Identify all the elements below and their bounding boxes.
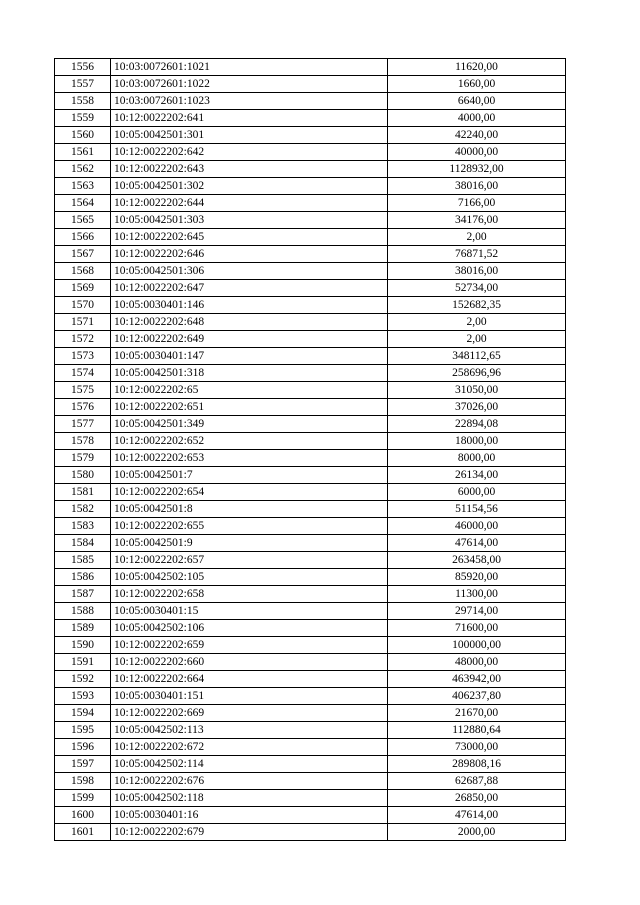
table-row <box>55 76 566 93</box>
cadastral-number-cell: 10:05:0042502:105 <box>111 569 388 586</box>
value-cell: 406237,80 <box>388 688 566 705</box>
table-row <box>55 365 566 382</box>
cadastral-number-cell: 10:12:0022202:643 <box>111 161 388 178</box>
cadastral-number-cell: 10:05:0042501:301 <box>111 127 388 144</box>
row-number-cell: 1589 <box>55 620 111 637</box>
value-cell: 1128932,00 <box>388 161 566 178</box>
value-cell: 100000,00 <box>388 637 566 654</box>
table-row <box>55 773 566 790</box>
row-number-cell: 1570 <box>55 297 111 314</box>
table-row <box>55 671 566 688</box>
table-row <box>55 263 566 280</box>
table-row <box>55 59 566 76</box>
value-cell: 22894,08 <box>388 416 566 433</box>
row-number-cell: 1590 <box>55 637 111 654</box>
cadastral-number-cell: 10:05:0042502:114 <box>111 756 388 773</box>
value-cell: 40000,00 <box>388 144 566 161</box>
row-number-cell: 1565 <box>55 212 111 229</box>
table-row <box>55 110 566 127</box>
row-number-cell: 1591 <box>55 654 111 671</box>
value-cell: 47614,00 <box>388 535 566 552</box>
value-cell: 37026,00 <box>388 399 566 416</box>
table-row <box>55 518 566 535</box>
cadastral-number-cell: 10:12:0022202:647 <box>111 280 388 297</box>
row-number-cell: 1595 <box>55 722 111 739</box>
data-table <box>54 58 566 841</box>
table-row <box>55 195 566 212</box>
cadastral-number-cell: 10:12:0022202:651 <box>111 399 388 416</box>
cadastral-number-cell: 10:12:0022202:657 <box>111 552 388 569</box>
cadastral-number-cell: 10:12:0022202:672 <box>111 739 388 756</box>
table-row <box>55 178 566 195</box>
row-number-cell: 1579 <box>55 450 111 467</box>
value-cell: 48000,00 <box>388 654 566 671</box>
table-row <box>55 161 566 178</box>
table-row <box>55 212 566 229</box>
value-cell: 34176,00 <box>388 212 566 229</box>
table-row <box>55 586 566 603</box>
row-number-cell: 1584 <box>55 535 111 552</box>
row-number-cell: 1592 <box>55 671 111 688</box>
table-row <box>55 144 566 161</box>
value-cell: 21670,00 <box>388 705 566 722</box>
row-number-cell: 1576 <box>55 399 111 416</box>
row-number-cell: 1582 <box>55 501 111 518</box>
value-cell: 85920,00 <box>388 569 566 586</box>
cadastral-number-cell: 10:05:0042502:118 <box>111 790 388 807</box>
row-number-cell: 1561 <box>55 144 111 161</box>
table-row <box>55 637 566 654</box>
table-row <box>55 705 566 722</box>
value-cell: 4000,00 <box>388 110 566 127</box>
table-row <box>55 620 566 637</box>
value-cell: 26850,00 <box>388 790 566 807</box>
cadastral-number-cell: 10:05:0030401:16 <box>111 807 388 824</box>
value-cell: 2,00 <box>388 229 566 246</box>
cadastral-number-cell: 10:05:0030401:146 <box>111 297 388 314</box>
row-number-cell: 1564 <box>55 195 111 212</box>
cadastral-number-cell: 10:12:0022202:642 <box>111 144 388 161</box>
value-cell: 42240,00 <box>388 127 566 144</box>
table-row <box>55 603 566 620</box>
cadastral-number-cell: 10:05:0042501:303 <box>111 212 388 229</box>
value-cell: 263458,00 <box>388 552 566 569</box>
value-cell: 71600,00 <box>388 620 566 637</box>
cadastral-number-cell: 10:12:0022202:645 <box>111 229 388 246</box>
cadastral-number-cell: 10:12:0022202:641 <box>111 110 388 127</box>
value-cell: 112880,64 <box>388 722 566 739</box>
row-number-cell: 1600 <box>55 807 111 824</box>
cadastral-number-cell: 10:12:0022202:652 <box>111 433 388 450</box>
value-cell: 258696,96 <box>388 365 566 382</box>
cadastral-number-cell: 10:05:0042501:7 <box>111 467 388 484</box>
row-number-cell: 1594 <box>55 705 111 722</box>
cadastral-number-cell: 10:12:0022202:658 <box>111 586 388 603</box>
row-number-cell: 1574 <box>55 365 111 382</box>
cadastral-number-cell: 10:12:0022202:679 <box>111 824 388 841</box>
table-row <box>55 93 566 110</box>
row-number-cell: 1588 <box>55 603 111 620</box>
cadastral-number-cell: 10:05:0042502:106 <box>111 620 388 637</box>
table-row <box>55 246 566 263</box>
row-number-cell: 1581 <box>55 484 111 501</box>
table-row <box>55 807 566 824</box>
table-row <box>55 348 566 365</box>
table-row <box>55 314 566 331</box>
row-number-cell: 1566 <box>55 229 111 246</box>
row-number-cell: 1583 <box>55 518 111 535</box>
table-row <box>55 756 566 773</box>
cadastral-number-cell: 10:03:0072601:1022 <box>111 76 388 93</box>
row-number-cell: 1578 <box>55 433 111 450</box>
row-number-cell: 1585 <box>55 552 111 569</box>
cadastral-number-cell: 10:12:0022202:669 <box>111 705 388 722</box>
table-body <box>55 59 566 841</box>
value-cell: 2,00 <box>388 314 566 331</box>
row-number-cell: 1575 <box>55 382 111 399</box>
row-number-cell: 1560 <box>55 127 111 144</box>
value-cell: 38016,00 <box>388 178 566 195</box>
cadastral-number-cell: 10:05:0042501:349 <box>111 416 388 433</box>
table-row <box>55 790 566 807</box>
cadastral-number-cell: 10:05:0042501:8 <box>111 501 388 518</box>
value-cell: 348112,65 <box>388 348 566 365</box>
row-number-cell: 1558 <box>55 93 111 110</box>
row-number-cell: 1586 <box>55 569 111 586</box>
value-cell: 51154,56 <box>388 501 566 518</box>
value-cell: 18000,00 <box>388 433 566 450</box>
cadastral-number-cell: 10:12:0022202:664 <box>111 671 388 688</box>
table-row <box>55 280 566 297</box>
table-row <box>55 824 566 841</box>
value-cell: 46000,00 <box>388 518 566 535</box>
row-number-cell: 1562 <box>55 161 111 178</box>
row-number-cell: 1567 <box>55 246 111 263</box>
value-cell: 289808,16 <box>388 756 566 773</box>
cadastral-number-cell: 10:12:0022202:646 <box>111 246 388 263</box>
table-row <box>55 484 566 501</box>
cadastral-number-cell: 10:12:0022202:659 <box>111 637 388 654</box>
row-number-cell: 1580 <box>55 467 111 484</box>
cadastral-number-cell: 10:05:0042501:306 <box>111 263 388 280</box>
value-cell: 463942,00 <box>388 671 566 688</box>
row-number-cell: 1587 <box>55 586 111 603</box>
table-row <box>55 416 566 433</box>
value-cell: 26134,00 <box>388 467 566 484</box>
value-cell: 11300,00 <box>388 586 566 603</box>
table-row <box>55 535 566 552</box>
value-cell: 62687,88 <box>388 773 566 790</box>
row-number-cell: 1573 <box>55 348 111 365</box>
table-row <box>55 467 566 484</box>
row-number-cell: 1598 <box>55 773 111 790</box>
row-number-cell: 1572 <box>55 331 111 348</box>
table-row <box>55 382 566 399</box>
value-cell: 47614,00 <box>388 807 566 824</box>
value-cell: 152682,35 <box>388 297 566 314</box>
value-cell: 8000,00 <box>388 450 566 467</box>
cadastral-number-cell: 10:05:0042501:9 <box>111 535 388 552</box>
row-number-cell: 1596 <box>55 739 111 756</box>
row-number-cell: 1559 <box>55 110 111 127</box>
table-row <box>55 433 566 450</box>
table-row <box>55 229 566 246</box>
row-number-cell: 1563 <box>55 178 111 195</box>
row-number-cell: 1569 <box>55 280 111 297</box>
table-row <box>55 569 566 586</box>
row-number-cell: 1593 <box>55 688 111 705</box>
table-row <box>55 722 566 739</box>
table-row <box>55 331 566 348</box>
table-row <box>55 399 566 416</box>
value-cell: 1660,00 <box>388 76 566 93</box>
cadastral-number-cell: 10:03:0072601:1023 <box>111 93 388 110</box>
row-number-cell: 1599 <box>55 790 111 807</box>
value-cell: 73000,00 <box>388 739 566 756</box>
table-row <box>55 688 566 705</box>
cadastral-number-cell: 10:12:0022202:655 <box>111 518 388 535</box>
cadastral-number-cell: 10:12:0022202:644 <box>111 195 388 212</box>
value-cell: 76871,52 <box>388 246 566 263</box>
cadastral-number-cell: 10:05:0042501:318 <box>111 365 388 382</box>
cadastral-number-cell: 10:05:0042502:113 <box>111 722 388 739</box>
value-cell: 11620,00 <box>388 59 566 76</box>
table-row <box>55 739 566 756</box>
cadastral-number-cell: 10:03:0072601:1021 <box>111 59 388 76</box>
row-number-cell: 1597 <box>55 756 111 773</box>
cadastral-number-cell: 10:12:0022202:648 <box>111 314 388 331</box>
cadastral-number-cell: 10:12:0022202:653 <box>111 450 388 467</box>
value-cell: 52734,00 <box>388 280 566 297</box>
cadastral-number-cell: 10:12:0022202:660 <box>111 654 388 671</box>
cadastral-number-cell: 10:05:0030401:15 <box>111 603 388 620</box>
row-number-cell: 1556 <box>55 59 111 76</box>
cadastral-number-cell: 10:05:0030401:147 <box>111 348 388 365</box>
value-cell: 2000,00 <box>388 824 566 841</box>
row-number-cell: 1568 <box>55 263 111 280</box>
row-number-cell: 1577 <box>55 416 111 433</box>
cadastral-number-cell: 10:12:0022202:676 <box>111 773 388 790</box>
table-row <box>55 501 566 518</box>
value-cell: 7166,00 <box>388 195 566 212</box>
cadastral-number-cell: 10:05:0030401:151 <box>111 688 388 705</box>
value-cell: 2,00 <box>388 331 566 348</box>
cadastral-number-cell: 10:12:0022202:649 <box>111 331 388 348</box>
table-row <box>55 654 566 671</box>
cadastral-number-cell: 10:05:0042501:302 <box>111 178 388 195</box>
table-row <box>55 450 566 467</box>
value-cell: 6640,00 <box>388 93 566 110</box>
value-cell: 29714,00 <box>388 603 566 620</box>
value-cell: 31050,00 <box>388 382 566 399</box>
cadastral-number-cell: 10:12:0022202:654 <box>111 484 388 501</box>
table-row <box>55 127 566 144</box>
row-number-cell: 1571 <box>55 314 111 331</box>
value-cell: 38016,00 <box>388 263 566 280</box>
cadastral-number-cell: 10:12:0022202:65 <box>111 382 388 399</box>
table-row <box>55 297 566 314</box>
table-row <box>55 552 566 569</box>
row-number-cell: 1601 <box>55 824 111 841</box>
value-cell: 6000,00 <box>388 484 566 501</box>
row-number-cell: 1557 <box>55 76 111 93</box>
